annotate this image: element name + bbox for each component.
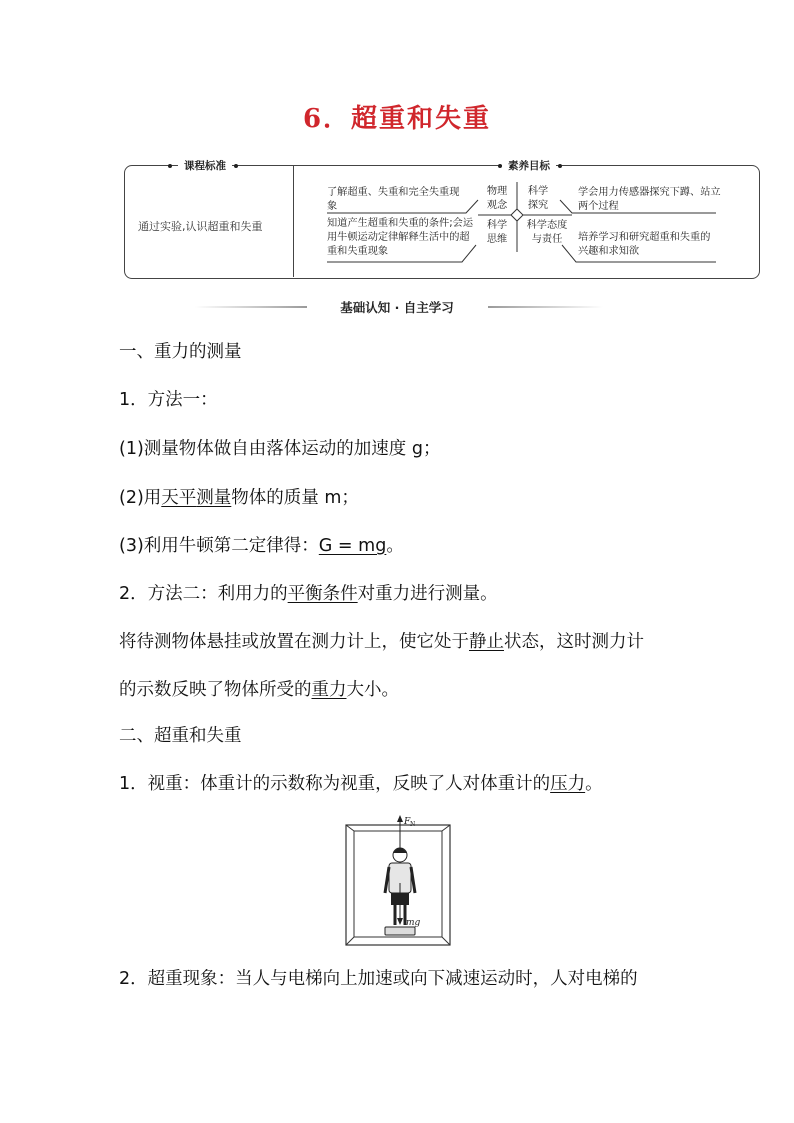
- section-heading: 一、重力的测量: [119, 342, 242, 362]
- category-label: 科学探究: [527, 186, 549, 211]
- page-title: 6．超重和失重: [302, 104, 492, 134]
- literacy-goal-header: 素养目标: [502, 158, 556, 173]
- section-banner: 基础认知 · 自主学习: [340, 300, 454, 315]
- line-3: (3)利用牛顿第二定律得：G = mg。: [119, 536, 404, 556]
- svg-text:N: N: [410, 821, 416, 828]
- method-two: 2．方法二：利用力的平衡条件对重力进行测量。: [119, 584, 498, 604]
- banner-line-right: [488, 306, 603, 308]
- course-standard-header: 课程标准: [178, 158, 232, 173]
- line-1: (1)测量物体做自由落体运动的加速度 g；: [119, 439, 441, 459]
- goal-item: 学会用力传感器探究下蹲、站立两个过程: [578, 187, 721, 212]
- course-standard-text: 通过实验,认识超重和失重: [138, 220, 263, 233]
- overweight-line: 2．超重现象：当人与电梯向上加速或向下减速运动时，人对电梯的: [119, 969, 638, 989]
- paragraph-line: 将待测物体悬挂或放置在测力计上，使它处于静止状态，这时测力计: [119, 632, 644, 652]
- banner-line-left: [195, 306, 307, 308]
- goal-item: 知道产生超重和失重的条件;会运用牛顿运动定律解释生活中的超重和失重现象: [327, 218, 474, 257]
- category-label: 科学态度与责任: [526, 220, 568, 245]
- fn-label: F: [404, 817, 411, 827]
- paragraph-line: 的示数反映了物体所受的重力大小。: [119, 680, 399, 700]
- goal-item: 了解超重、失重和完全失重现象: [327, 187, 460, 212]
- apparent-weight-line: 1．视重：体重计的示数称为视重，反映了人对体重计的压力。: [119, 774, 603, 794]
- elevator-figure: [343, 813, 463, 948]
- section-heading: 二、超重和失重: [119, 726, 242, 746]
- goal-item: 培养学习和研究超重和失重的兴趣和求知欲: [578, 232, 711, 257]
- mg-label: mg: [406, 918, 421, 928]
- line-2: (2)用天平测量物体的质量 m；: [119, 488, 359, 508]
- method-one: 1．方法一：: [119, 390, 218, 410]
- category-label: 科学思维: [486, 220, 508, 245]
- standards-connectors: [0, 0, 794, 300]
- category-label: 物理观念: [486, 186, 508, 211]
